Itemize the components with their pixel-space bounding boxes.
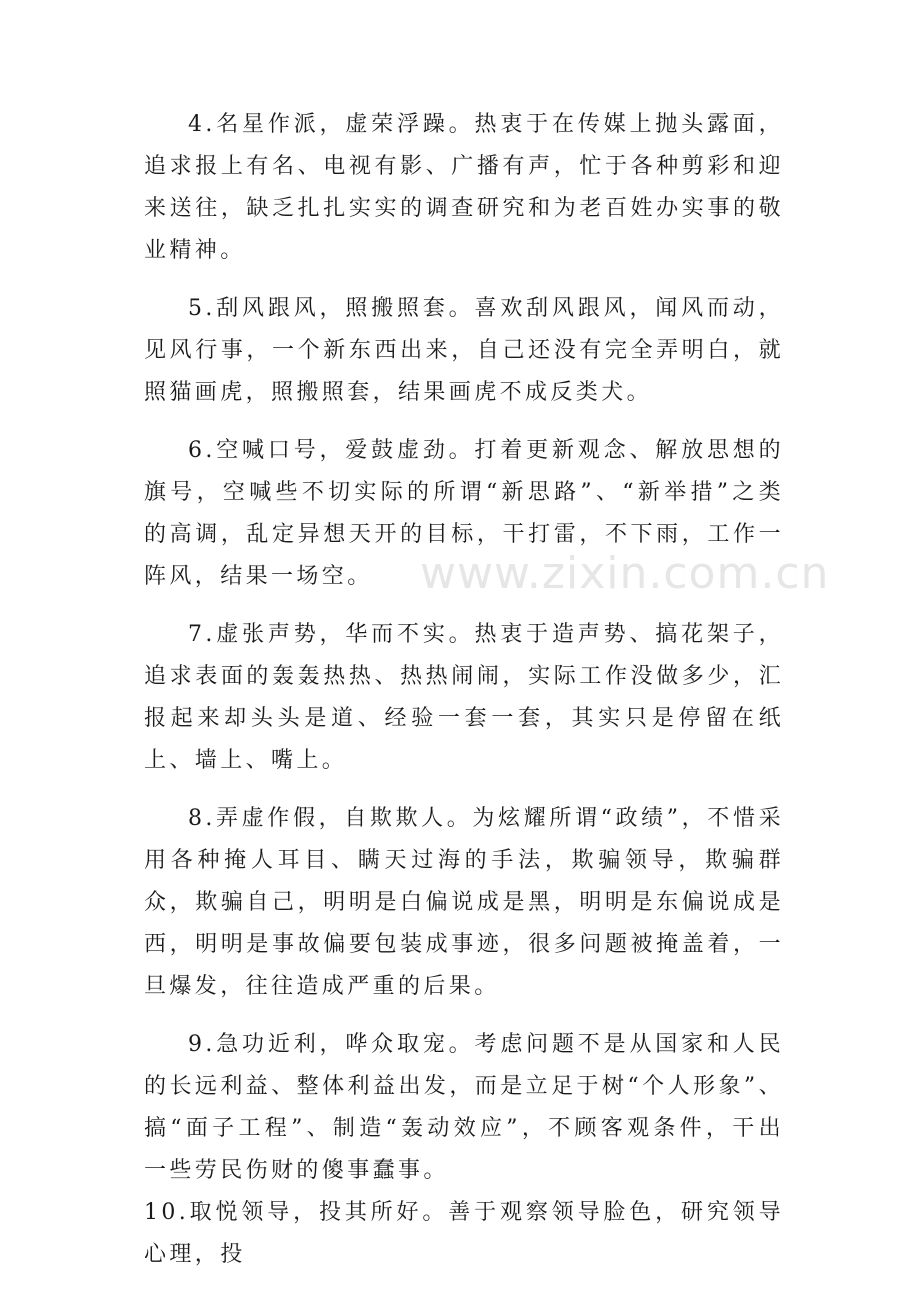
paragraph-item-9: 9.急功近利，哗众取宠。考虑问题不是从国家和人民的长远利益、整体利益出发，而是立足于树“个人形象”、搞“面子工程”、制造“轰动效应”，不顾客观条件，干出一些劳民伤财的傻事蠢事。: [144, 1032, 784, 1183]
paragraph-item-10: 10.取悦领导，投其所好。善于观察领导脸色，研究领导心理，投: [144, 1200, 784, 1267]
paragraph-item-5: 5.刮风跟风，照搬照套。喜欢刮风跟风，闻风而动，见风行事，一个新东西出来，自己还没有完全弄明白，就照猫画虎，照搬照套，结果画虎不成反类犬。: [144, 296, 784, 405]
watermark: www.zixin.com.cn: [420, 548, 830, 599]
document-body: [144, 104, 784, 1292]
paragraph-item-6: 6.空喊口号，爱鼓虚劲。打着更新观念、解放思想的旗号，空喊些不切实际的所谓“新思路”、“新举措”之类的高调，乱定异想天开的目标，干打雷，不下雨，工作一阵风，结果一场空。: [144, 438, 784, 589]
paragraph-item-7: 7.虚张声势，华而不实。热衷于造声势、搞花架子，追求表面的轰轰热热、热热闹闹，实际工作没做多少，汇报起来却头头是道、经验一套一套，其实只是停留在纸上、墙上、嘴上。: [144, 622, 784, 773]
paragraph-item-8: 8.弄虚作假，自欺欺人。为炫耀所谓“政绩”，不惜采用各种掩人耳目、瞒天过海的手法，欺骗领导，欺骗群众，欺骗自己，明明是白偏说成是黑，明明是东偏说成是西，明明是事故偏要包装成事迹，很多问题被掩盖着，一旦爆发，往往造成严重的后果。: [144, 806, 784, 999]
paragraph-item-4: 4.名星作派，虚荣浮躁。热衷于在传媒上抛头露面，追求报上有名、电视有影、广播有声，忙于各种剪彩和迎来送往，缺乏扎扎实实的调查研究和为老百姓办实事的敬业精神。: [144, 112, 784, 263]
